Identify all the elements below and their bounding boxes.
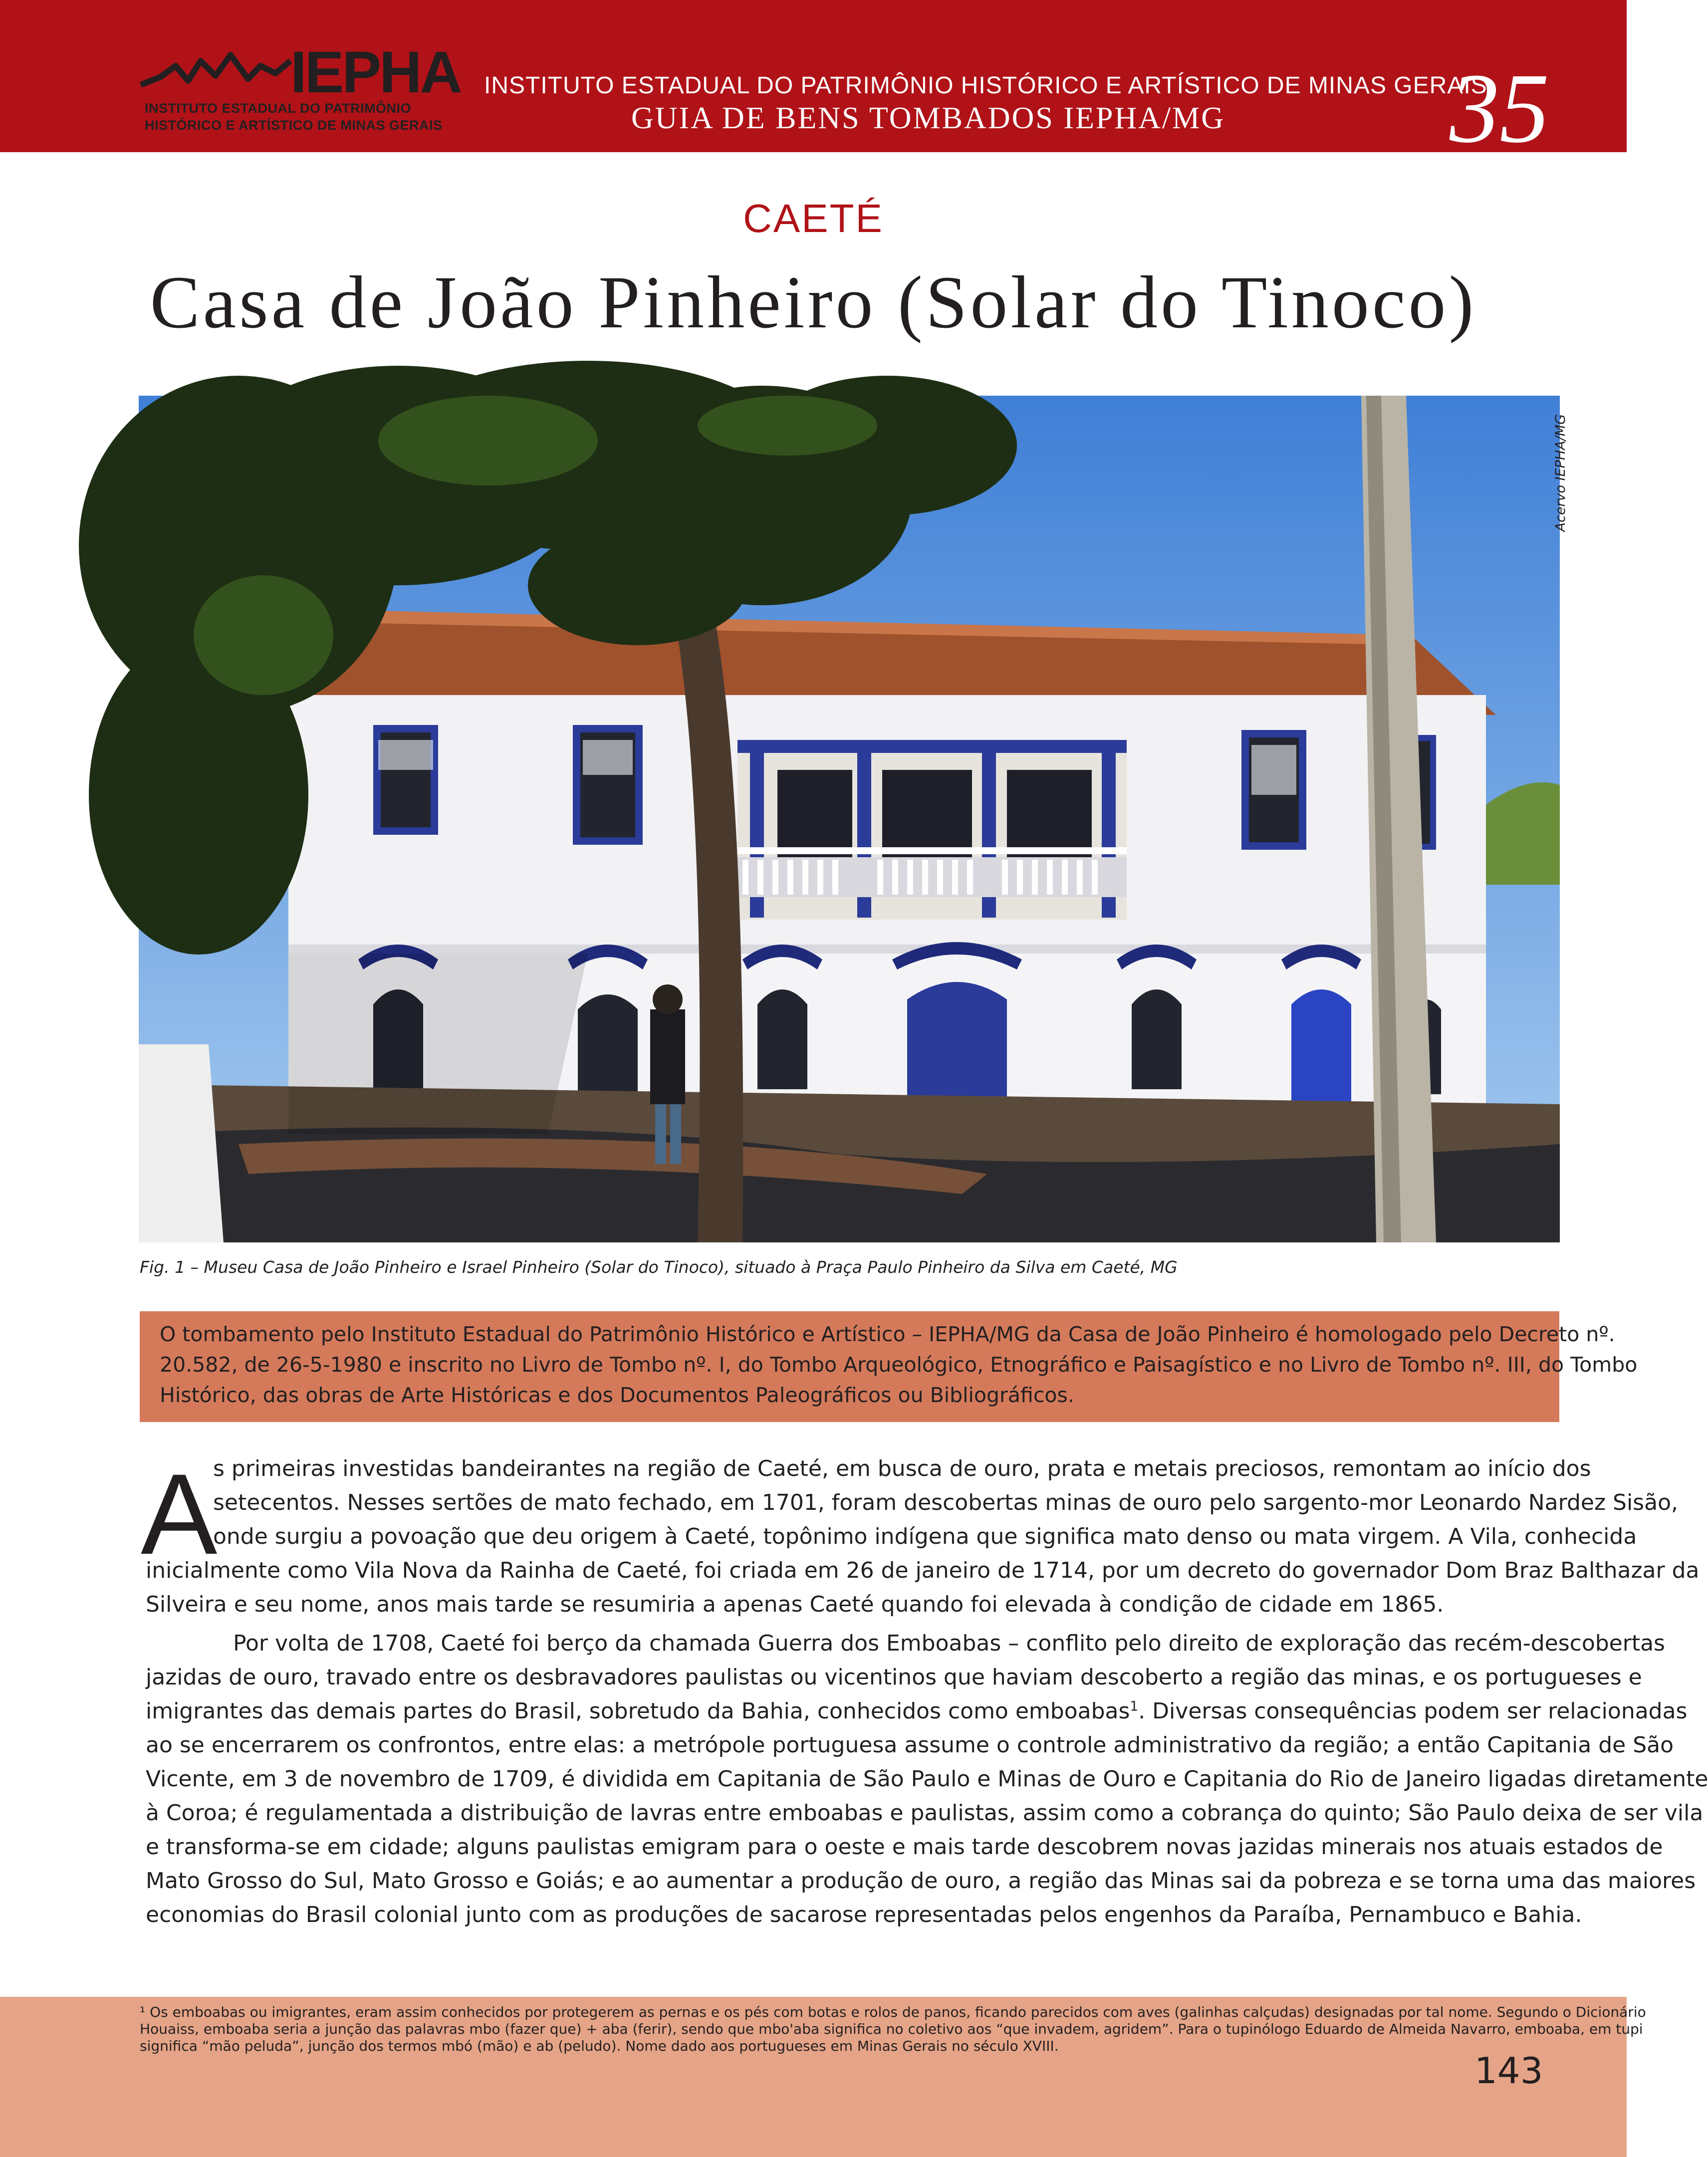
paragraph-1-line: setecentos. Nesses sertões de mato fechado, em 1701, foram descobertas minas de ouro pelo sargento-mor Leonardo Nardez Sisão, xyxy=(213,1490,1678,1515)
chapter-number: 35 xyxy=(1450,53,1549,164)
paragraph-2-line: e transforma-se em cidade; alguns paulistas emigram para o oeste e mais tarde descobrem novas jazidas minerais nos atuais estados de xyxy=(146,1834,1663,1860)
paragraph-2 xyxy=(146,1627,1708,1932)
paragraph-2-line: Mato Grosso do Sul, Mato Grosso e Goiás; e ao aumentar a produção de ouro, a região das Minas sai da pobreza e se torna uma das maiores xyxy=(146,1868,1696,1894)
logo-subtitle-line-2: HISTÓRICO E ARTÍSTICO DE MINAS GERAIS xyxy=(145,118,443,133)
page-number: 143 xyxy=(1474,2050,1543,2092)
drop-cap: A xyxy=(141,1450,218,1578)
footnote-reference[interactable]: 1 xyxy=(1130,1698,1139,1714)
guide-title: GUIA DE BENS TOMBADOS IEPHA/MG xyxy=(631,101,1225,135)
institution-name: INSTITUTO ESTADUAL DO PATRIMÔNIO HISTÓRICO E ARTÍSTICO DE MINAS GERAIS xyxy=(484,72,1487,99)
footnote-line: significa “mão peluda”, junção dos termos mbó (mão) e ab (peludo). Nome dado aos portugueses em Minas Gerais no século XVIII. xyxy=(140,2038,1059,2054)
decree-line-3: Histórico, das obras de Arte Históricas e dos Documentos Paleográficos ou Bibliográficos. xyxy=(160,1383,1074,1407)
iepha-logo xyxy=(141,39,461,141)
paragraph-2-line: Vicente, em 3 de novembro de 1709, é dividida em Capitania de São Paulo e Minas de Ouro e Capitania do Rio de Janeiro ligadas diretamente xyxy=(146,1766,1708,1792)
city-heading: CAETÉ xyxy=(743,196,884,240)
footnote xyxy=(140,2004,1646,2055)
paragraph-1-line: s primeiras investidas bandeirantes na região de Caeté, em busca de ouro, prata e metais preciosos, remontam ao início dos xyxy=(213,1456,1591,1481)
logo-subtitle xyxy=(145,100,443,134)
paragraph-2-line xyxy=(146,1694,1688,1728)
paragraph-2-line: ao se encerrarem os confrontos, entre elas: a metrópole portuguesa assume o controle administrativo da região; a então Capitania de São xyxy=(146,1732,1674,1758)
paragraph-1 xyxy=(146,1452,1700,1622)
logo-subtitle-line-1: INSTITUTO ESTADUAL DO PATRIMÔNIO xyxy=(145,101,411,116)
paragraph-1-line: Silveira e seu nome, anos mais tarde se resumiria a apenas Caeté quando foi elevada à condição de cidade em 1865. xyxy=(146,1592,1444,1617)
paragraph-2-line: à Coroa; é regulamentada a distribuição de lavras entre emboabas e paulistas, assim como a cobrança do quinto; São Paulo deixa de ser vila xyxy=(146,1800,1704,1826)
header-band xyxy=(0,0,1627,164)
footnote-line: ¹ Os emboabas ou imigrantes, eram assim conhecidos por protegerem as pernas e os pés com botas e rolos de panos, ficando parecidos com aves (galinhas calçudas) designadas por tal nome. Segundo o Dicionário xyxy=(140,2004,1646,2020)
photo-credit: Acervo IEPHA/MG xyxy=(1553,414,1568,532)
decree-box xyxy=(140,1311,1638,1422)
page-title: Casa de João Pinheiro (Solar do Tinoco) xyxy=(150,261,1477,344)
paragraph-1-line: inicialmente como Vila Nova da Rainha de Caeté, foi criada em 26 de janeiro de 1714, por um decreto do governador Dom Braz Balthazar da xyxy=(146,1558,1700,1583)
paragraph-2-line: economias do Brasil colonial junto com as produções de sacarose representadas pelos engenhos da Paraíba, Pernambuco e Bahia. xyxy=(146,1902,1582,1927)
decree-line-1: O tombamento pelo Instituto Estadual do Patrimônio Histórico e Artístico – IEPHA/MG da Casa de João Pinheiro é homologado pelo Decreto nº. xyxy=(160,1322,1615,1346)
mountain-logo-icon xyxy=(141,46,300,96)
paragraph-2-text: . Diversas consequências podem ser relacionadas xyxy=(1138,1698,1688,1724)
paragraph-2-line: jazidas de ouro, travado entre os desbravadores paulistas ou vicentinos que haviam descoberto a região das minas, e os portugueses e xyxy=(146,1665,1642,1690)
paragraph-1-line: onde surgiu a povoação que deu origem à Caeté, topônimo indígena que significa mato denso ou mata virgem. A Vila, conhecida xyxy=(213,1524,1637,1549)
decree-line-2: 20.582, de 26-5-1980 e inscrito no Livro de Tombo nº. I, do Tombo Arqueológico, Etnográfico e Paisagístico e no Livro de Tombo nº. III, do Tombo xyxy=(160,1353,1638,1377)
photo-caption: Fig. 1 – Museu Casa de João Pinheiro e Israel Pinheiro (Solar do Tinoco), situado à Praça Paulo Pinheiro da Silva em Caeté, MG xyxy=(140,1257,1178,1277)
footnote-line: Houaiss, emboaba seria a junção das palavras mbo (fazer que) + aba (ferir), sendo que mbo'aba significa no coletivo aos “que invadem, agridem”. Para o tupinólogo Eduardo de Almeida Navarro, emboaba, em tupi xyxy=(140,2021,1643,2037)
logo-wordmark: IEPHA xyxy=(290,39,461,105)
paragraph-2-text: imigrantes das demais partes do Brasil, sobretudo da Bahia, conhecidos como emboabas xyxy=(146,1698,1130,1724)
paragraph-2-line: Por volta de 1708, Caeté foi berço da chamada Guerra dos Emboabas – conflito pelo direito de exploração das recém-descobertas xyxy=(233,1631,1665,1656)
building-photo xyxy=(139,396,1560,1242)
